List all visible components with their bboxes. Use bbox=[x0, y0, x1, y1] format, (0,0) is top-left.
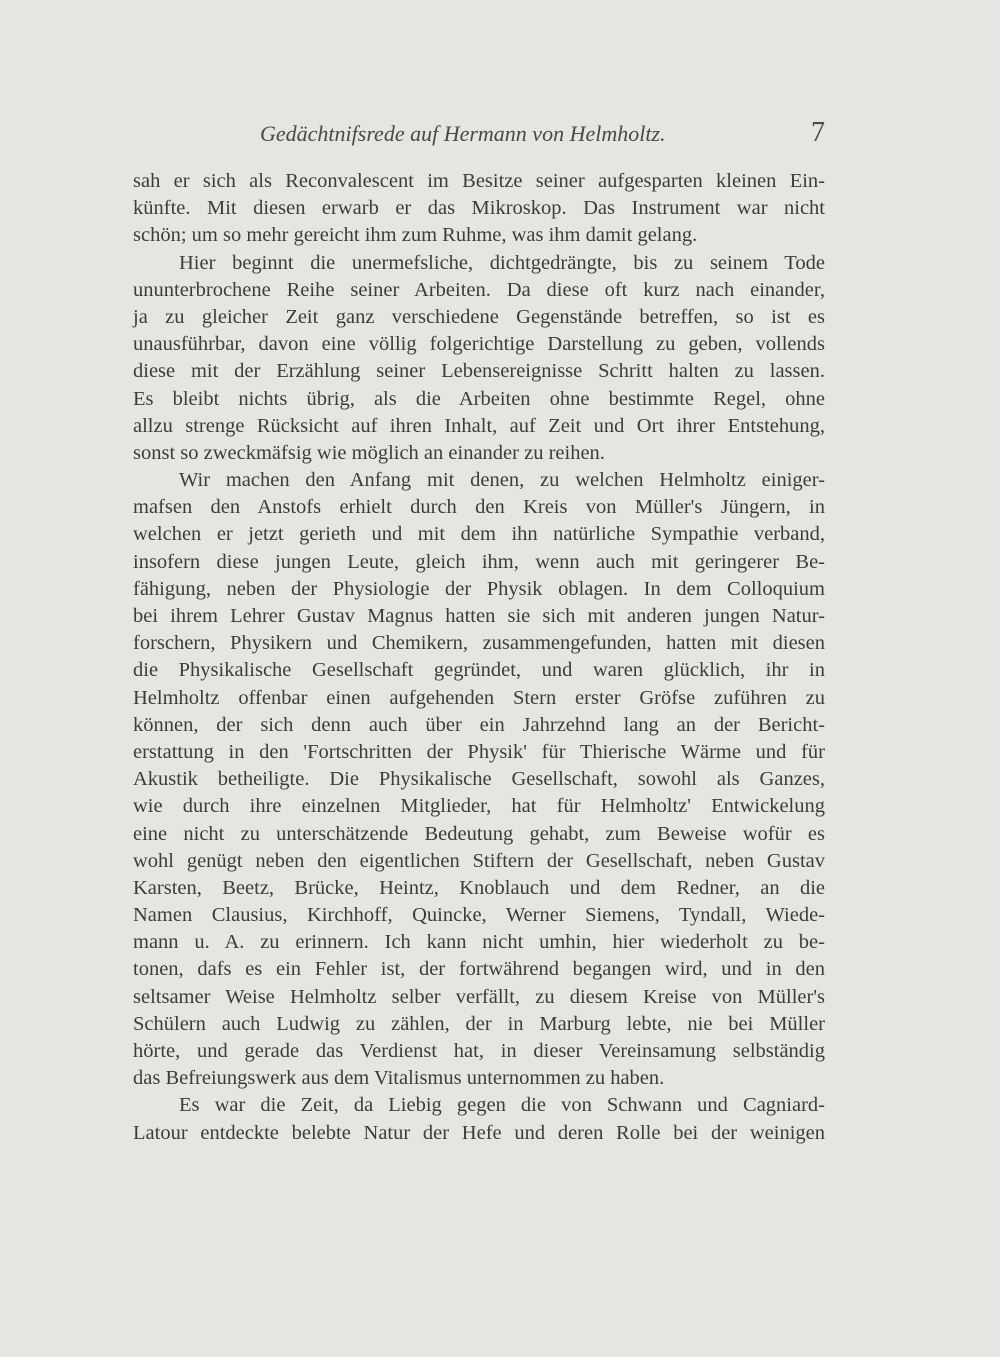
text-line: diese mit der Erzählung seiner Lebensereignisse Schritt halten zu lassen. bbox=[133, 360, 825, 383]
text-line: erstattung in den 'Fortschritten der Physik' für Thierische Wärme und für bbox=[133, 740, 825, 763]
text-line: wohl genügt neben den eigentlichen Stiftern der Gesellschaft, neben Gustav bbox=[133, 849, 825, 872]
text-line: hörte, und gerade das Verdienst hat, in dieser Vereinsamung selbständig bbox=[133, 1040, 825, 1062]
text-line: können, der sich denn auch über ein Jahrzehnd lang an der Bericht- bbox=[133, 713, 825, 736]
text-line: Hier beginnt die unermefsliche, dichtgedrängte, bis zu seinem Tode bbox=[179, 251, 825, 274]
text-line: die Physikalische Gesellschaft gegründet, und waren glücklich, ihr in bbox=[133, 659, 825, 682]
text-line: das Befreiungswerk aus dem Vitalismus unternommen zu haben. bbox=[133, 1067, 665, 1090]
text-line: mann u. A. zu erinnern. Ich kann nicht umhin, hier wiederholt zu be- bbox=[133, 931, 825, 954]
text-line: sah er sich als Reconvalescent im Besitze seiner aufgesparten kleinen Ein- bbox=[133, 170, 825, 192]
text-line: forschern, Physikern und Chemikern, zusammengefunden, hatten mit diesen bbox=[133, 632, 825, 655]
body-text bbox=[133, 168, 825, 1147]
text-line: Es war die Zeit, da Liebig gegen die von Schwann und Cagniard- bbox=[179, 1094, 825, 1117]
text-line: Akustik betheiligte. Die Physikalische Gesellschaft, sowohl als Ganzes, bbox=[133, 768, 825, 791]
text-line: Helmholtz offenbar einen aufgehenden Stern erster Gröfse zuführen zu bbox=[133, 686, 825, 709]
text-line: Karsten, Beetz, Brücke, Heintz, Knoblauch und dem Redner, an die bbox=[133, 876, 825, 899]
text-line: welchen er jetzt gerieth und mit dem ihn natürliche Sympathie verband, bbox=[133, 523, 825, 546]
text-line: wie durch ihre einzelnen Mitglieder, hat für Helmholtz' Entwickelung bbox=[133, 795, 825, 818]
text-line: Es bleibt nichts übrig, als die Arbeiten ohne bestimmte Regel, ohne bbox=[133, 387, 825, 410]
text-line: Namen Clausius, Kirchhoff, Quincke, Werner Siemens, Tyndall, Wiede- bbox=[133, 904, 825, 927]
text-line: fähigung, neben der Physiologie der Physik oblagen. In dem Colloquium bbox=[133, 577, 825, 600]
text-line: allzu strenge Rücksicht auf ihren Inhalt, auf Zeit und Ort ihrer Entstehung, bbox=[133, 414, 825, 437]
text-line: eine nicht zu unterschätzende Bedeutung gehabt, zum Beweise wofür es bbox=[133, 822, 825, 845]
text-line: sonst so zweckmäfsig wie möglich an einander zu reihen. bbox=[133, 441, 605, 464]
running-title: Gedächtnifsrede auf Hermann von Helmholtz. bbox=[260, 121, 666, 146]
text-line: Schülern auch Ludwig zu zählen, der in Marburg lebte, nie bei Müller bbox=[133, 1012, 825, 1035]
text-line: insofern diese jungen Leute, gleich ihm, wenn auch mit geringerer Be- bbox=[133, 550, 825, 573]
text-line: seltsamer Weise Helmholtz selber verfällt, zu diesem Kreise von Müller's bbox=[133, 985, 825, 1008]
text-line: bei ihrem Lehrer Gustav Magnus hatten sie sich mit anderen jungen Natur- bbox=[133, 605, 825, 627]
running-header bbox=[133, 117, 825, 153]
text-line: Latour entdeckte belebte Natur der Hefe und deren Rolle bei der weinigen bbox=[133, 1121, 825, 1144]
text-line: tonen, dafs es ein Fehler ist, der fortwährend begangen wird, und in den bbox=[133, 958, 825, 981]
page-number: 7 bbox=[811, 117, 825, 148]
text-line: unausführbar, davon eine völlig folgerichtige Darstellung zu geben, vollends bbox=[133, 333, 825, 356]
text-line: ja zu gleicher Zeit ganz verschiedene Gegenstände betreffen, so ist es bbox=[133, 305, 825, 328]
text-line: Wir machen den Anfang mit denen, zu welchen Helmholtz einiger- bbox=[179, 469, 825, 492]
text-line: künfte. Mit diesen erwarb er das Mikroskop. Das Instrument war nicht bbox=[133, 197, 825, 220]
text-line: schön; um so mehr gereicht ihm zum Ruhme, was ihm damit gelang. bbox=[133, 224, 698, 247]
text-line: mafsen den Anstofs erhielt durch den Kreis von Müller's Jüngern, in bbox=[133, 496, 825, 519]
text-line: ununterbrochene Reihe seiner Arbeiten. Da diese oft kurz nach einander, bbox=[133, 278, 825, 301]
